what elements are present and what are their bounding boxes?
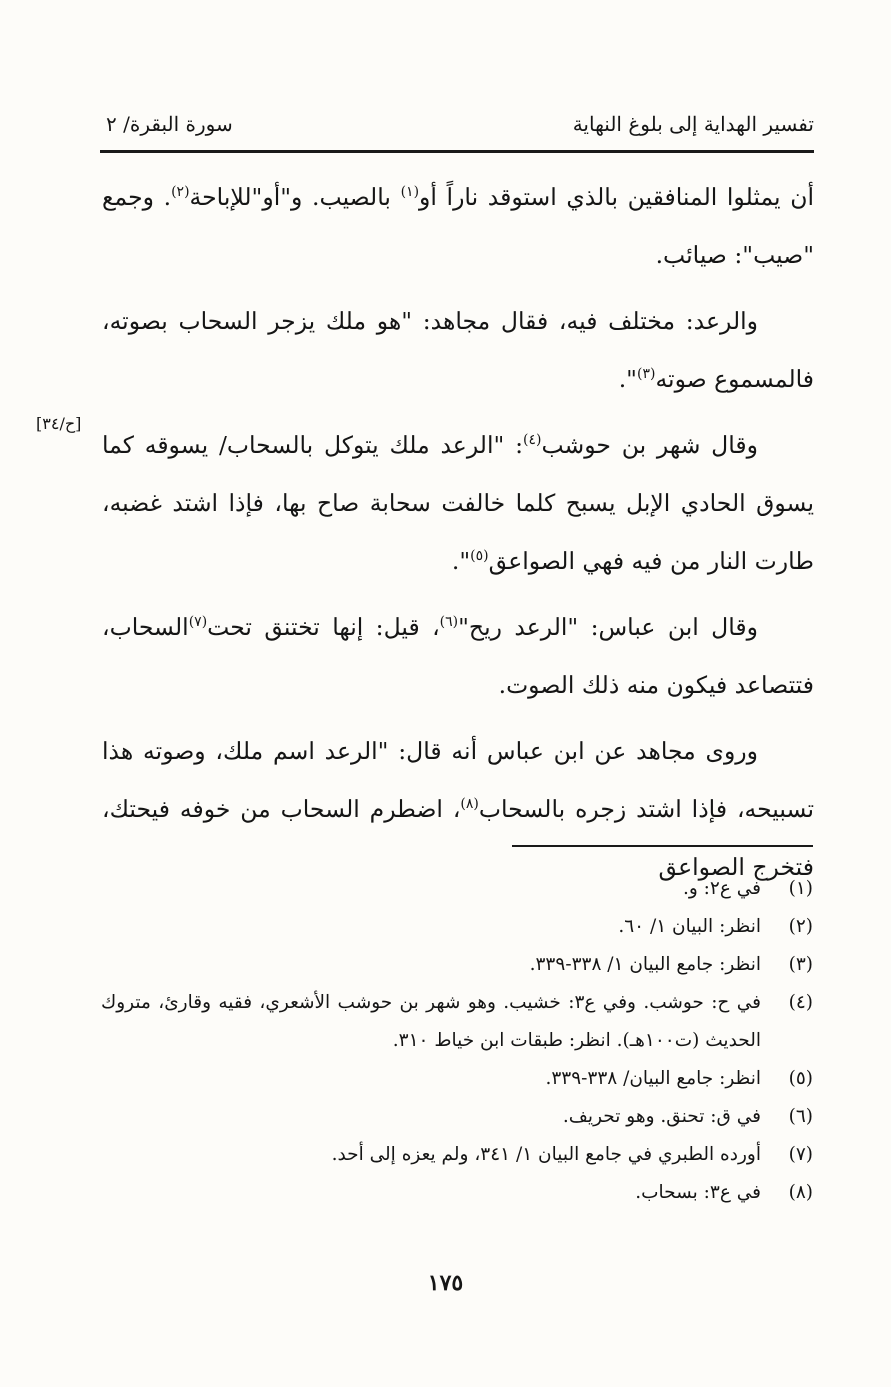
footnote-item [101, 1174, 813, 1212]
page-number: ١٧٥ [427, 1270, 464, 1296]
footnote-text: في ع٣: بسحاب. [635, 1182, 761, 1203]
footnote-number: (٦) [788, 1106, 813, 1127]
footnote-item [101, 1060, 813, 1098]
footnote-number: (٢) [788, 916, 813, 937]
footnote-item [101, 1136, 813, 1174]
footnote-item [101, 908, 813, 946]
surah-label: سورة البقرة/ ٢ [106, 112, 233, 136]
paragraph-3: وقال شهر بن حوشب$^{(٤)}$: "الرعد ملك يتوكل بالسحاب/ يسوقه كما يسوق الحادي الإبل يسبح كلما خالفت سحابة صاح بها، فإذا اشتد غضبه، طارت النار من فيه فهي الصواعق$^{(٥)}$". [102, 431, 814, 575]
main-text [102, 168, 814, 904]
footnote-number: (٧) [788, 1144, 813, 1165]
footnote-number: (٤) [788, 992, 813, 1013]
footnote-ref-6: (٦) [439, 614, 459, 631]
paragraph-1: أن يمثلوا المنافقين بالذي استوقد ناراً أو$^{(١)}$ بالصيب. و"أو"للإباحة$^{(٢)}$. وجمع "صيب": صيائب. [102, 183, 814, 269]
footnote-text: في ق: تحنق. وهو تحريف. [562, 1106, 761, 1127]
book-title: تفسير الهداية إلى بلوغ النهاية [572, 112, 814, 136]
footnote-ref-4: (٤) [523, 432, 542, 449]
footnote-text: أورده الطبري في جامع البيان ١/ ٣٤١، ولم يعزه إلى أحد. [331, 1144, 761, 1165]
footnote-number: (٥) [788, 1068, 813, 1089]
footnote-text: انظر: جامع البيان ١/ ٣٣٨-٣٣٩. [529, 954, 761, 975]
footnote-ref-8: (٨) [460, 796, 479, 813]
paragraph-5: وروى مجاهد عن ابن عباس أنه قال: "الرعد اسم ملك، وصوته هذا تسبيحه، فإذا اشتد زجره بالسحاب$^{(٨)}$، اضطرم السحاب من خوفه فيحتك، فتخرج الصواعق [102, 737, 814, 881]
footnote-number: (١) [788, 878, 813, 899]
manuscript-folio-marker: [ح/٣٤] [36, 414, 82, 433]
footnote-item [101, 984, 813, 1060]
footnote-ref-2: (٢) [171, 184, 190, 201]
footnote-item [101, 1098, 813, 1136]
footnote-ref-5: (٥) [470, 548, 489, 565]
paragraph-4: وقال ابن عباس: "الرعد ريح"$^{(٦)}$، قيل: إنها تختنق تحت$^{(٧)}$السحاب، فتتصاعد فيكون منه ذلك الصوت. [102, 613, 814, 699]
footnotes-list [101, 870, 813, 1212]
footnote-ref-7: (٧) [188, 614, 208, 631]
footnote-item [101, 870, 813, 908]
running-header [100, 112, 814, 144]
paragraph-2: والرعد: مختلف فيه، فقال مجاهد: "هو ملك يزجر السحاب بصوته، فالمسموع صوته$^{(٣)}$". [102, 307, 814, 393]
footnote-text: انظر: البيان ١/ ٦٠. [618, 916, 761, 937]
footnote-text: في ع٢: و. [682, 878, 761, 899]
footnote-number: (٣) [788, 954, 813, 975]
footnote-ref-3: (٣) [636, 366, 656, 383]
footnote-ref-1: (١) [400, 184, 420, 201]
footnote-text: في ح: حوشب. وفي ع٣: خشيب. وهو شهر بن حوشب الأشعري، فقيه وقارئ، متروك الحديث (ت١٠٠هـ). انظر: طبقات ابن خياط ٣١٠. [101, 992, 761, 1051]
footnote-number: (٨) [788, 1182, 813, 1203]
footnote-separator [512, 845, 813, 847]
footnote-item [101, 946, 813, 984]
header-rule [100, 150, 814, 153]
footnote-text: انظر: جامع البيان/ ٣٣٨-٣٣٩. [545, 1068, 761, 1089]
